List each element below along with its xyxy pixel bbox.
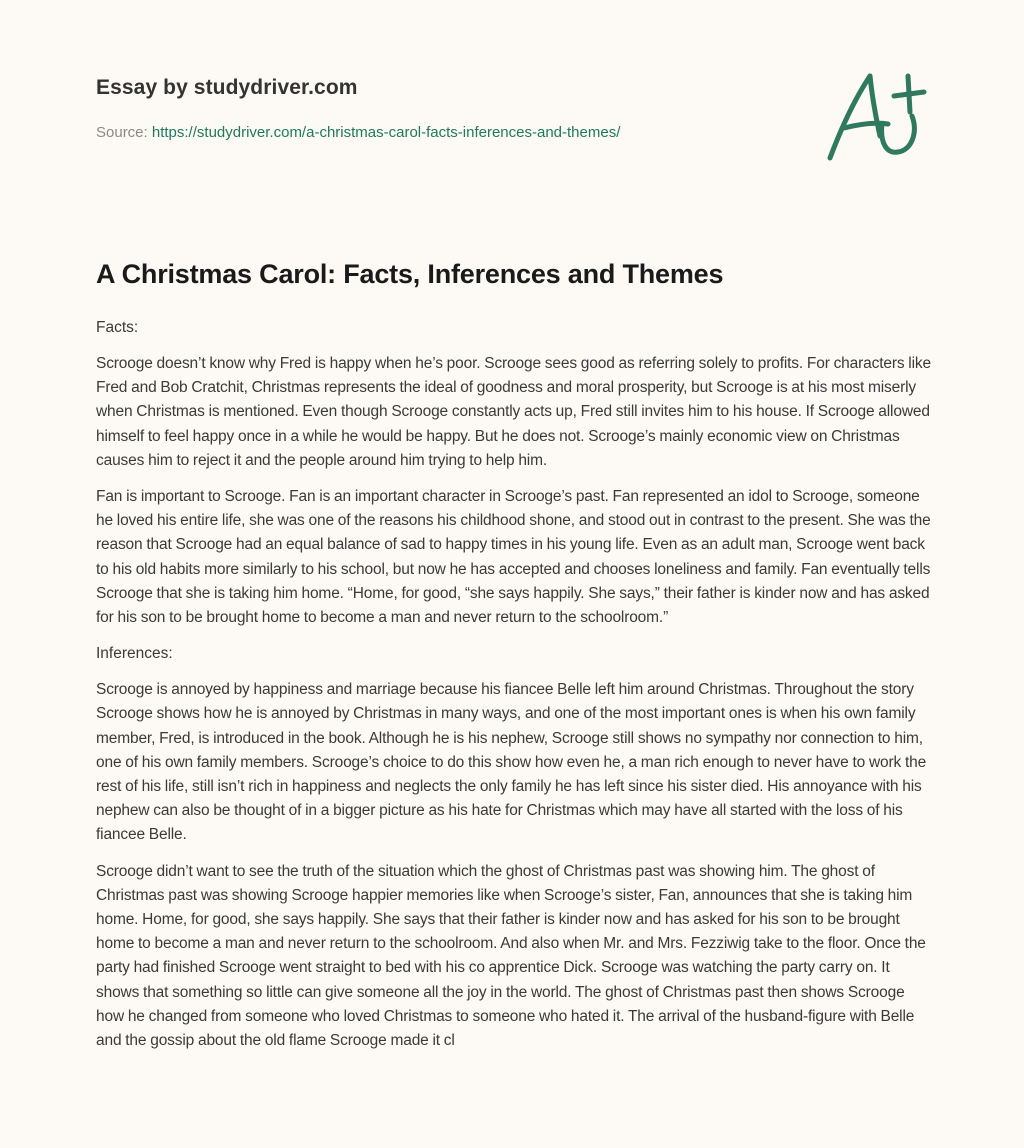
paragraph: Fan is important to Scrooge. Fan is an important character in Scrooge’s past. Fan represented an idol to Scrooge, someone he loved his entire life, she was one of the reasons his childhood shone, and stood out in contrast to the present. She was the reason that Scrooge had an equal balance of sad to happy times in his young life. Even as an adult man, Scrooge went back to his old habits more similarly to his school, but now he has accepted and chooses loneliness and family. Fan eventually tells Scrooge that she is taking him home. “Home, for good, “she says happily. She says,” their father is kinder now and has asked for his son to be brought home to become a man and never return to the schoolroom.” [96, 488, 931, 627]
source-line [96, 124, 836, 141]
page-title: A Christmas Carol: Facts, Inferences and Themes [96, 259, 724, 289]
site-title: Essay by studydriver.com [96, 76, 358, 99]
section-label-inferences: Inferences: [96, 645, 173, 663]
paragraph: Scrooge didn’t want to see the truth of the situation which the ghost of Christmas past was showing him. The ghost of Christmas past was showing Scrooge happier memories like when Scrooge’s sister, Fan, announces that she is taking him home. Home, for good, she says happily. She says that their father is kinder now and has asked for his son to be brought home to become a man and never return to the schoolroom. And also when Mr. and Mrs. Fezziwig take to the floor. Once the party had finished Scrooge went straight to bed with his co apprentice Dick. Scrooge was watching the party carry on. It shows that something so little can give someone all the joy in the world. The ghost of Christmas past then shows Scrooge how he changed from someone who loved Christmas to someone who hated it. The arrival of the husband-figure with Belle and the gossip about the old flame Scrooge made it cl [96, 862, 926, 1050]
source-link[interactable]: https://studydriver.com/a-christmas-carol-facts-inferences-and-themes/ [151, 124, 621, 141]
essay-body [96, 254, 932, 1065]
paragraph: Scrooge is annoyed by happiness and marriage because his fiancee Belle left him around Christmas. Throughout the story Scrooge shows how he is annoyed by Christmas in many ways, and one of the most important ones is when his own family member, Fred, is introduced in the book. Although he is his nephew, Scrooge still shows no sympathy nor connection to him, one of his own family members. Scrooge’s choice to do this show how even he, a man rich enough to never have to work the rest of his life, still isn’t rich in happiness and neglects the only family he has left since his sister died. His annoyance with his nephew can also be thought of in a bigger picture as his hate for Christmas which may have all started with the loss of his fiancee Belle. [96, 681, 927, 844]
source-label: Source: [96, 124, 152, 141]
paragraph: Scrooge doesn’t know why Fred is happy when he’s poor. Scrooge sees good as referring solely to profits. For characters like Fred and Bob Cratchit, Christmas represents the ideal of goodness and moral prosperity, but Scrooge is at his most miserly when Christmas is mentioned. Even though Scrooge constantly acts up, Fred still invites him to his house. If Scrooge allowed himself to feel happy once in a while he would be happy. But he does not. Scrooge’s mainly economic view on Christmas causes him to reject it and the people around him trying to help him. [96, 355, 931, 469]
a-plus-grade-icon [820, 66, 930, 166]
section-label-facts: Facts: [96, 319, 139, 336]
essay-header [96, 76, 836, 141]
